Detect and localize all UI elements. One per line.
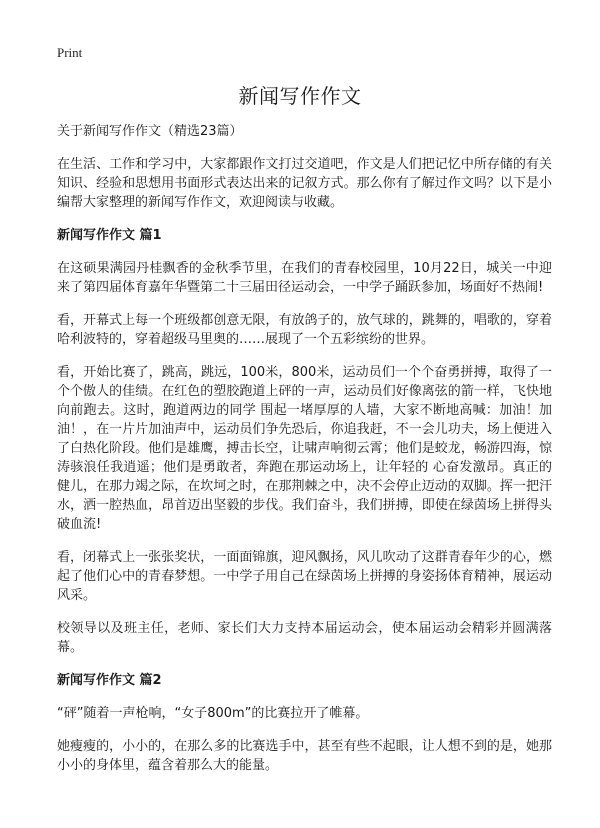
print-link[interactable]: Print (57, 45, 83, 60)
paragraph: 看，开幕式上每一个班级都创意无限，有放鸽子的，放气球的，跳舞的，唱歌的，穿着哈利波特的，穿着超级马里奥的……展现了一个五彩缤纷的世界。 (57, 313, 552, 347)
section-heading: 新闻写作作文 篇2 (57, 673, 162, 688)
intro-paragraph: 在生活、工作和学习中，大家都跟作文打过交道吧，作文是人们把记忆中所存储的有关知识、经验和思想用书面形式表达出来的记叙方式。那么你有了解过作文吗？以下是小编帮大家整理的新闻写作作文，欢迎阅读与收藏。 (57, 157, 552, 210)
article-body (57, 122, 552, 789)
paragraph: 在这硕果满园丹桂飘香的金秋季节里，在我们的青春校园里，10月22日，城关一中迎来了第四届体育嘉年华暨第二十三届田径运动会，一中学子踊跃参加，场面好不热闹! (57, 261, 552, 295)
article-subtitle: 关于新闻写作作文（精选23篇） (57, 124, 243, 139)
paragraph: 看，开始比赛了，跳高，跳远，100米，800米，运动员们一个个奋勇拼搏，取得了一个个傲人的佳绩。在红色的塑胶跑道上砰的一声，运动员们好像离弦的箭一样，飞快地向前跑去。这时，跑道两边的同学 围起一堵厚厚的人墙，大家不断地高喊：加油！加油！，在一片片加油声中，运动员们争先恐后，你追我赶，不一会儿功夫，场上便进入了白热化阶段。他们是雄鹰，搏击长空，让啸声响彻云霄；他们是蛟龙，畅游四海，惊涛骇浪任我逍遥；他们是勇敢者，奔跑在那运动场上，让年轻的 心奋发激昂。真正的健儿，在那力竭之际，在坎坷之时，在那荆棘之中，决不会停止迈动的双脚。挥一把汗水，洒一腔热血，昂首迈出坚毅的步伐。我们奋斗，我们拼搏，即使在绿茵场上拼得头破血流! (57, 365, 552, 532)
paragraph: 校领导以及班主任，老师、家长们大力支持本届运动会，使本届运动会精彩并圆满落幕。 (57, 621, 552, 655)
paragraph: 她瘦瘦的，小小的，在那么多的比赛选手中，甚至有些不起眼，让人想不到的是，她那小小的身体里，蕴含着那么大的能量。 (57, 739, 552, 773)
page-title: 新闻写作作文 (238, 84, 362, 108)
paragraph: 看，闭幕式上一张张奖状，一面面锦旗，迎风飘扬，风儿吹动了这群青春年少的心，燃起了他们心中的青春梦想。一中学子用自己在绿茵场上拼搏的身姿扬体育精神，展运动风采。 (57, 550, 552, 603)
paragraph: “砰”随着一声枪响，“女子800m”的比赛拉开了帷幕。 (57, 706, 369, 721)
section-heading: 新闻写作作文 篇1 (57, 228, 162, 243)
